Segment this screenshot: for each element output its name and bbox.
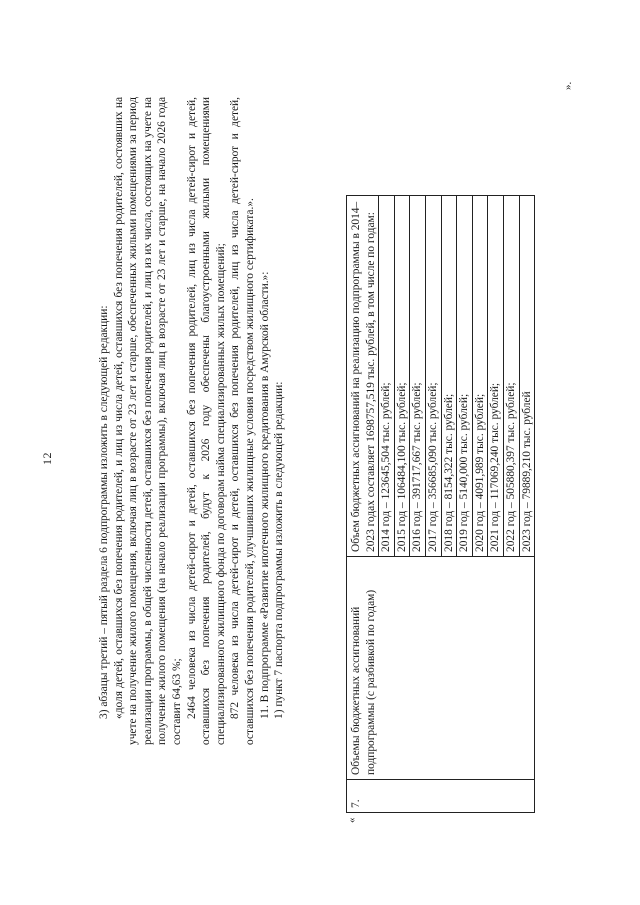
year-line: 2021 год – 117069,240 тыс. рублей;: [488, 196, 504, 556]
paragraph: 1) пункт 7 паспорта подпрограммы изложить в следующей редакции:: [273, 381, 286, 719]
table-row: [347, 196, 535, 813]
year-line: 2019 год – 5140,000 тыс. рублей;: [457, 196, 473, 556]
open-quote: «: [346, 817, 358, 823]
funding-intro: Объем бюджетных ассигнований на реализацию подпрограммы в 2014–2023 годах составляет 1698757,519 тыс. рублей, в том числе по годам:: [347, 196, 379, 556]
row-number: 7.: [347, 780, 535, 813]
row-name: Объемы бюджетных ассигнований подпрограммы (с разбивкой по годам): [347, 557, 535, 780]
passport-table: [346, 195, 535, 813]
year-line: 2020 год – 4091,989 тыс. рублей;: [473, 196, 489, 556]
year-line: 2014 год – 123645,504 тыс. рублей;: [379, 196, 395, 556]
paragraph: 11. В подпрограмме «Развитие ипотечного жилищного кредитования в Амурской области.»:: [258, 271, 271, 719]
year-line: 2023 год – 79889,210 тыс. рублей: [520, 391, 533, 552]
page-number: 12: [40, 452, 54, 465]
year-line: 2018 год – 8154,322 тыс. рублей;: [442, 196, 458, 556]
row-content: [347, 196, 535, 557]
paragraph: 872 человека из числа детей-сирот и детей, оставшихся без попечения родителей, лиц из числа детей-сирот и детей, оставшихся без попечения родителей, улучшивших жилищные условия посредством жилищного сертификата.».: [229, 97, 256, 745]
body-text: [97, 97, 287, 745]
year-line: 2017 год – 356685,090 тыс. рублей;: [426, 196, 442, 556]
paragraph: «доля детей, оставшихся без попечения родителей, и лиц из числа детей, оставшихся без попечения родителей, состоявших на учете на получение жилого помещения, включая лиц в возрасте от 23 лет и старше, обеспеченных жилыми помещениями за период реализации программы, в общей численности детей, оставшихся без попечения родителей, и лиц из их числа, состоящих на учете на получение жилого помещения (на начало реализации программы), включая лиц в возрасте от 23 лет и старше, на начало 2026 года составит 64,63 %;: [112, 97, 183, 745]
close-quote: ».: [562, 81, 574, 90]
year-line: 2016 год – 391717,667 тыс. рублей;: [410, 196, 426, 556]
paragraph: 3) абзацы третий – пятый раздела 6 подпрограммы изложить в следующей редакции:: [98, 305, 110, 719]
paragraph: 2464 человека из числа детей-сирот и детей, оставшихся без попечения родителей, лиц из числа детей-сирот и детей, оставшихся без попечения родителей, будут к 2026 году обеспечены благоустроенными жилыми помещениями специализированного жилищного фонда по договорам найма специализированных жилых помещений;: [185, 97, 227, 745]
year-line: 2015 год – 106484,100 тыс. рублей;: [395, 196, 411, 556]
year-line: 2022 год – 505880,397 тыс. рублей;: [504, 196, 520, 556]
